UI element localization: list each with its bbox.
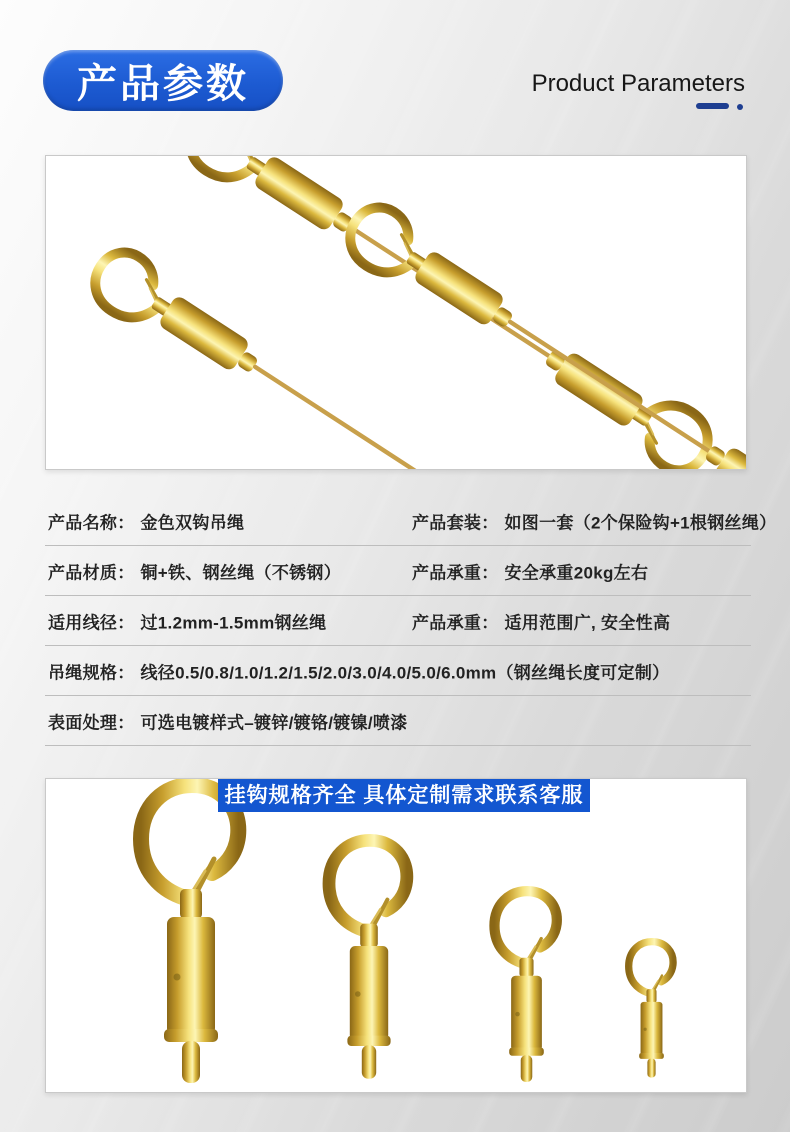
param-value: 可选电镀样式–镀锌/镀铬/镀镍/喷漆 (140, 713, 408, 732)
param-label: 产品承重： (412, 613, 499, 632)
param-row-2 (45, 546, 751, 596)
param-label: 产品名称： (48, 513, 135, 532)
param-row-5 (45, 696, 751, 746)
hook-illustration-small (488, 886, 565, 1091)
param-cell (412, 608, 670, 633)
param-label: 表面处理： (48, 713, 135, 732)
param-value: 安全承重20kg左右 (504, 563, 649, 582)
param-value: 适用范围广, 安全性高 (504, 613, 671, 632)
title-underline-dot (737, 104, 743, 110)
hook-sizes-panel (45, 778, 747, 1093)
wire-rope-illustration (46, 156, 746, 469)
param-row-4 (45, 646, 751, 696)
param-value: 铜+铁、钢丝绳（不锈钢） (140, 563, 342, 582)
param-row-3 (45, 596, 751, 646)
param-label: 产品套装： (412, 513, 499, 532)
hook-illustration-large (131, 778, 251, 1093)
hook-illustration-mini (624, 938, 679, 1084)
param-cell (48, 608, 326, 633)
title-underline-dash (696, 103, 729, 109)
param-label: 产品材质： (48, 563, 135, 582)
param-cell (48, 708, 408, 733)
parameters-table (45, 496, 777, 746)
hook-illustration-medium (321, 834, 417, 1090)
param-cell (412, 508, 776, 533)
param-cell (48, 558, 341, 583)
param-label: 吊绳规格： (48, 663, 135, 682)
product-photo-panel (45, 155, 747, 470)
customization-banner: 挂钩规格齐全 具体定制需求联系客服 (218, 779, 590, 812)
param-value: 过1.2mm-1.5mm钢丝绳 (140, 613, 327, 632)
param-cell (48, 508, 244, 533)
param-row-1 (45, 496, 777, 546)
rope-assembly-top (178, 156, 719, 469)
section-title-cn: 产品参数 (77, 62, 249, 106)
param-value: 如图一套（2个保险钩+1根钢丝绳） (504, 513, 777, 532)
section-title-pill (43, 50, 283, 111)
param-label: 产品承重： (412, 563, 499, 582)
rope-assembly-middle (338, 196, 746, 469)
param-cell (48, 658, 669, 683)
section-title-en: Product Parameters (531, 70, 745, 97)
param-value: 金色双钩吊绳 (140, 513, 245, 532)
param-label: 适用线径： (48, 613, 135, 632)
param-cell (412, 558, 648, 583)
param-value: 线径0.5/0.8/1.0/1.2/1.5/2.0/3.0/4.0/5.0/6.0mm（钢丝绳长度可定制） (140, 663, 670, 682)
